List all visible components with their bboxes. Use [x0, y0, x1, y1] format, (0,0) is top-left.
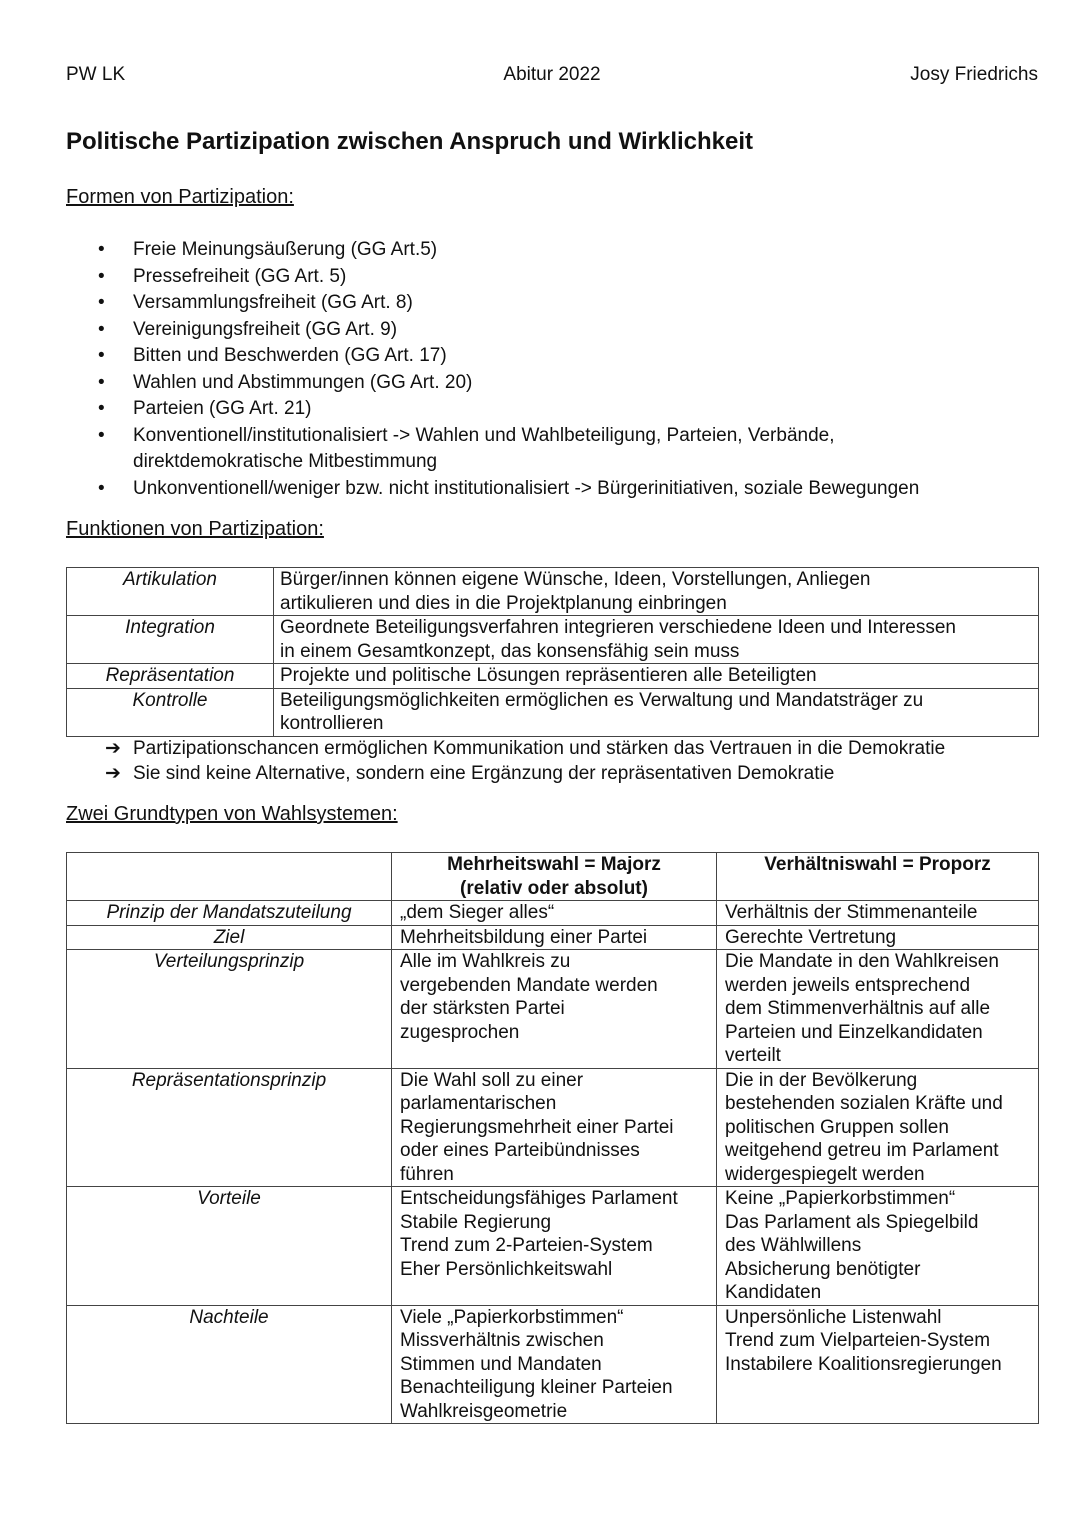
column-header-proporz: Verhältniswahl = Proporz: [717, 853, 1039, 901]
page-title: Politische Partizipation zwischen Anspruch und Wirklichkeit: [66, 128, 754, 155]
row-label: Ziel: [67, 925, 392, 950]
text-line: Eher Persönlichkeitswahl: [400, 1258, 613, 1280]
column-header-majorz: [392, 853, 717, 901]
table-row: [67, 950, 1039, 1069]
row-text: [274, 664, 1039, 689]
text-line: oder eines Parteibündnisses: [400, 1140, 640, 1161]
table-row: [67, 616, 1039, 664]
proporz-cell: [717, 950, 1039, 1069]
header-line: Mehrheitswahl = Majorz: [447, 854, 661, 875]
text-line: Beteiligungsmöglichkeiten ermöglichen es Verwaltung und Mandatsträger zu: [280, 689, 924, 711]
text-line: Die Mandate in den Wahlkreisen: [725, 951, 999, 972]
text-line: Unpersönliche Listenwahl: [725, 1306, 942, 1328]
text-line: dem Stimmenverhältnis auf alle: [725, 998, 991, 1019]
table-row: [67, 688, 1039, 736]
text-line: Die in der Bevölkerung: [725, 1069, 918, 1091]
majorz-cell: [392, 901, 717, 926]
row-label: Verteilungsprinzip: [67, 950, 392, 1069]
text-line: Stabile Regierung: [400, 1211, 552, 1233]
heading-wahlsysteme: Zwei Grundtypen von Wahlsystemen:: [66, 803, 398, 825]
header-empty-cell: [67, 853, 392, 901]
proporz-cell: [717, 1187, 1039, 1306]
majorz-cell: [392, 1187, 717, 1306]
list-item-line: • Konventionell/institutionalisiert -> Wahlen und Wahlbeteiligung, Parteien, Verbände,: [133, 424, 835, 446]
text-line: Trend zum Vielparteien-System: [725, 1330, 991, 1351]
list-item: • Versammlungsfreiheit (GG Art. 8): [98, 290, 1018, 317]
conclusions-list: [105, 736, 945, 786]
conclusion-text: Partizipationschancen ermöglichen Kommunikation und stärken das Vertrauen in die Demokratie: [133, 738, 946, 759]
text-line: parlamentarischen: [400, 1093, 557, 1114]
arrow-right-icon: ➔: [105, 738, 121, 759]
majorz-cell: [392, 925, 717, 950]
text-line: Viele „Papierkorbstimmen“: [400, 1306, 624, 1328]
row-label: Repräsentationsprinzip: [67, 1068, 392, 1187]
conclusion-item: [105, 761, 945, 786]
proporz-cell: [717, 901, 1039, 926]
formen-list: [98, 237, 1018, 502]
conclusion-item: [105, 736, 945, 761]
text-line: widergespiegelt werden: [725, 1163, 925, 1185]
text-line: Missverhältnis zwischen: [400, 1330, 604, 1351]
proporz-cell: [717, 925, 1039, 950]
text-line: Bürger/innen können eigene Wünsche, Ideen, Vorstellungen, Anliegen: [280, 569, 871, 590]
list-item: • Pressefreiheit (GG Art. 5): [98, 264, 1018, 291]
list-item: • Bitten und Beschwerden (GG Art. 17): [98, 343, 1018, 370]
text-line: Die Wahl soll zu einer: [400, 1069, 584, 1091]
text-line: Entscheidungsfähiges Parlament: [400, 1188, 678, 1209]
table-row: [67, 925, 1039, 950]
text-line: Das Parlament als Spiegelbild: [725, 1211, 979, 1233]
text-line: weitgehend getreu im Parlament: [725, 1140, 999, 1161]
list-item-line: direktdemokratische Mitbestimmung: [133, 451, 438, 472]
row-text: [274, 568, 1039, 616]
table-row: [67, 1068, 1039, 1187]
conclusion-text: Sie sind keine Alternative, sondern eine Ergänzung der repräsentativen Demokratie: [133, 763, 835, 784]
text-line: Geordnete Beteiligungsverfahren integrieren verschiedene Ideen und Interessen: [280, 617, 957, 638]
list-item: • Parteien (GG Art. 21): [98, 396, 1018, 423]
header-exam: Abitur 2022: [503, 64, 601, 85]
table-row: [67, 1187, 1039, 1306]
text-line: Projekte und politische Lösungen repräsentieren alle Beteiligten: [280, 665, 817, 686]
text-line: Instabilere Koalitionsregierungen: [725, 1353, 1002, 1375]
row-label: Kontrolle: [67, 688, 274, 736]
arrow-right-icon: ➔: [105, 763, 121, 784]
list-item: • Vereinigungsfreiheit (GG Art. 9): [98, 317, 1018, 344]
text-line: verteilt: [725, 1045, 781, 1066]
row-label: Nachteile: [67, 1305, 392, 1424]
row-text: [274, 688, 1039, 736]
text-line: Alle im Wahlkreis zu: [400, 951, 571, 972]
text-line: Trend zum 2-Parteien-System: [400, 1235, 653, 1256]
row-label: Integration: [67, 616, 274, 664]
header-line: (relativ oder absolut): [460, 877, 648, 899]
row-text: [274, 616, 1039, 664]
table-header-row: [67, 853, 1039, 901]
list-item: • Wahlen und Abstimmungen (GG Art. 20): [98, 370, 1018, 397]
table-row: [67, 1305, 1039, 1424]
text-line: in einem Gesamtkonzept, das konsensfähig sein muss: [280, 640, 740, 662]
list-item: [98, 423, 1018, 476]
text-line: kontrollieren: [280, 713, 384, 734]
text-line: führen: [400, 1163, 454, 1185]
text-line: Wahlkreisgeometrie: [400, 1400, 568, 1422]
text-line: artikulieren und dies in die Projektplanung einbringen: [280, 592, 727, 614]
text-line: Mehrheitsbildung einer Partei: [400, 926, 648, 948]
text-line: Verhältnis der Stimmenanteile: [725, 902, 978, 923]
row-label: Artikulation: [67, 568, 274, 616]
table-row: [67, 664, 1039, 689]
text-line: politischen Gruppen sollen: [725, 1116, 949, 1138]
header-course: PW LK: [66, 64, 126, 85]
text-line: Absicherung benötigter: [725, 1258, 921, 1280]
text-line: vergebenden Mandate werden: [400, 974, 658, 996]
text-line: bestehenden sozialen Kräfte und: [725, 1093, 1003, 1114]
text-line: Regierungsmehrheit einer Partei: [400, 1116, 674, 1138]
proporz-cell: [717, 1068, 1039, 1187]
funktionen-table: [66, 567, 1039, 737]
text-line: werden jeweils entsprechend: [725, 974, 971, 996]
majorz-cell: [392, 1068, 717, 1187]
heading-funktionen: Funktionen von Partizipation:: [66, 518, 324, 540]
text-line: der stärksten Partei: [400, 998, 565, 1019]
text-line: Kandidaten: [725, 1282, 822, 1303]
table-row: [67, 901, 1039, 926]
row-label: Repräsentation: [67, 664, 274, 689]
heading-formen: Formen von Partizipation:: [66, 186, 294, 208]
text-line: Keine „Papierkorbstimmen“: [725, 1188, 956, 1209]
text-line: „dem Sieger alles“: [400, 902, 555, 923]
text-line: des Wählwillens: [725, 1235, 862, 1256]
text-line: Benachteiligung kleiner Parteien: [400, 1377, 673, 1398]
row-label: Vorteile: [67, 1187, 392, 1306]
list-item: • Unkonventionell/weniger bzw. nicht institutionalisiert -> Bürgerinitiativen, soziale Bewegungen: [98, 476, 1018, 503]
header-author: Josy Friedrichs: [910, 64, 1038, 85]
proporz-cell: [717, 1305, 1039, 1424]
majorz-cell: [392, 950, 717, 1069]
text-line: Gerechte Vertretung: [725, 926, 897, 948]
text-line: zugesprochen: [400, 1021, 520, 1043]
list-item: • Freie Meinungsäußerung (GG Art.5): [98, 237, 1018, 264]
table-row: [67, 568, 1039, 616]
text-line: Stimmen und Mandaten: [400, 1353, 602, 1375]
majorz-cell: [392, 1305, 717, 1424]
row-label: Prinzip der Mandatszuteilung: [67, 901, 392, 926]
text-line: Parteien und Einzelkandidaten: [725, 1021, 983, 1043]
wahlsysteme-table: [66, 852, 1039, 1424]
